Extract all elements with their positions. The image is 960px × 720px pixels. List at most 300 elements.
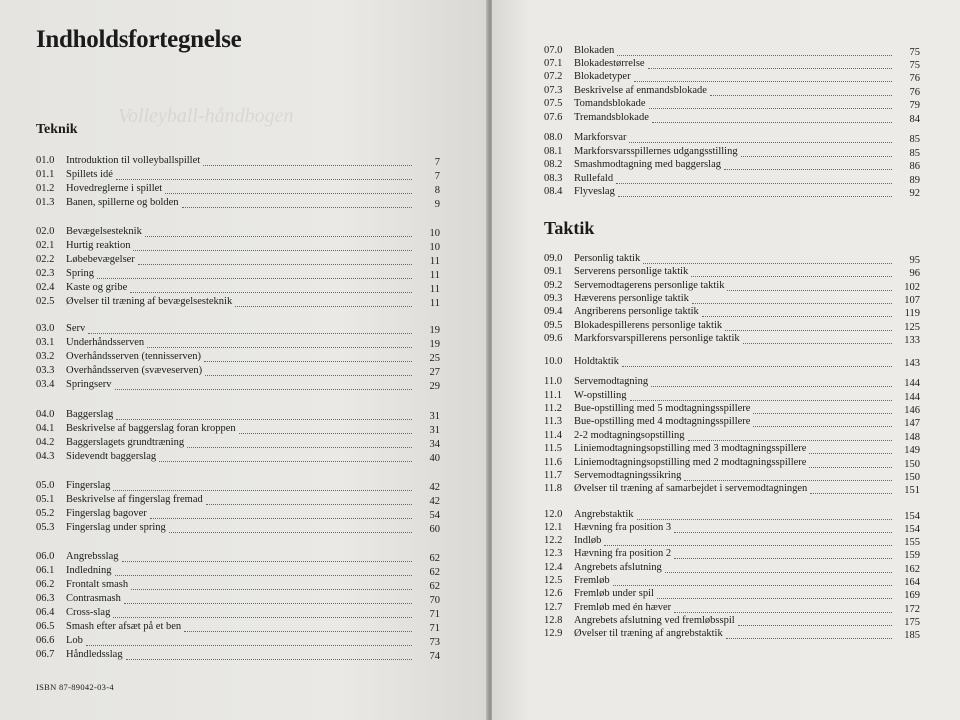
toc-entry [36,295,440,309]
toc-entry-number: 06.4 [36,607,55,618]
toc-entry-page-number: 74 [429,651,440,662]
toc-entry-page-number: 19 [429,339,440,350]
toc-entry-page-number: 125 [904,322,920,333]
toc-entry-title: Spillets idé [66,169,113,180]
toc-entry-number: 11.2 [544,403,562,414]
toc-entry [36,648,440,662]
toc-entry [544,561,920,575]
toc-entry-number: 12.7 [544,602,563,613]
toc-entry-number: 11.7 [544,470,562,481]
toc-entry-number: 11.0 [544,376,562,387]
dot-leader [145,226,412,237]
toc-entry-title: Liniemodtagningsopstilling med 2 modtagningsspillere [574,457,807,468]
toc-entry-number: 05.3 [36,522,55,533]
toc-entry-page-number: 159 [904,550,920,561]
toc-entry-number: 02.2 [36,254,55,265]
toc-entry-title: Øvelser til træning af angrebstaktik [574,628,723,639]
toc-entry-number: 02.3 [36,268,55,279]
toc-entry [544,292,920,306]
toc-entry-title: Fremløb med én hæver [574,602,672,613]
toc-entry-page-number: 147 [904,418,920,429]
dot-leader [113,480,412,491]
toc-entry-number: 09.3 [544,293,563,304]
toc-entry-page-number: 29 [429,381,440,392]
toc-entry-number: 06.2 [36,579,55,590]
toc-entry-title: Fingerslag under spring [66,522,166,533]
toc-entry [544,185,920,199]
toc-entry [36,521,440,535]
toc-entry [544,547,920,561]
dot-leader [116,169,412,180]
dot-leader [239,423,412,434]
toc-entry-number: 11.3 [544,416,562,427]
dot-leader [204,351,412,362]
toc-entry [544,627,920,641]
toc-entry-title: Beskrivelse af enmandsblokade [574,85,707,96]
toc-entry-page-number: 11 [429,270,440,281]
toc-entry [544,442,920,456]
dot-leader [618,186,892,197]
toc-entry-title: Løbebevægelser [66,254,135,265]
toc-entry-title: Bue-opstilling med 4 modtagningsspillere [574,416,751,427]
toc-entry-number: 07.3 [544,85,563,96]
toc-entry [544,389,920,403]
toc-entry [544,456,920,470]
toc-entry-page-number: 75 [909,60,920,71]
toc-entry [544,614,920,628]
toc-entry-number: 01.0 [36,155,55,166]
toc-entry-page-number: 71 [429,623,440,634]
toc-entry-page-number: 162 [904,564,920,575]
dot-leader [724,159,892,170]
toc-entry-page-number: 9 [434,199,440,210]
toc-entry-number: 08.4 [544,186,563,197]
toc-entry-number: 11.1 [544,390,562,401]
toc-entry-title: Servemodtagerens personlige taktik [574,280,725,291]
toc-entry [544,534,920,548]
dot-leader [629,132,892,143]
toc-entry-number: 11.6 [544,457,562,468]
toc-entry [36,592,440,606]
toc-entry [36,578,440,592]
toc-entry-title: Flyveslag [574,186,615,197]
toc-entry-number: 12.6 [544,588,563,599]
toc-entry [36,350,440,364]
isbn: ISBN 87-89042-03-4 [36,682,114,692]
dot-leader [674,548,892,559]
toc-entry-title: Kaste og gribe [66,282,128,293]
toc-entry-page-number: 10 [429,242,440,253]
toc-entry-title: Angrebsslag [66,551,119,562]
toc-entry [544,97,920,111]
toc-entry-page-number: 148 [904,432,920,443]
dot-leader [810,483,892,494]
toc-entry-title: Hævning fra position 2 [574,548,672,559]
toc-entry [544,319,920,333]
dot-leader [235,296,412,307]
toc-entry-number: 06.3 [36,593,55,604]
toc-entry [36,196,440,210]
toc-entry-page-number: 54 [429,510,440,521]
toc-entry-number: 07.0 [544,45,563,56]
dot-leader [169,522,412,533]
toc-entry-title: Holdtaktik [574,356,619,367]
toc-entry-page-number: 60 [429,524,440,535]
toc-entry-number: 04.3 [36,451,55,462]
dot-leader [634,71,892,82]
toc-entry-page-number: 34 [429,439,440,450]
toc-entry-title: W-opstilling [574,390,627,401]
toc-entry [544,70,920,84]
show-through-text: Volleyball-håndbogen [118,105,294,127]
toc-entry [544,482,920,496]
dot-leader [643,253,892,264]
dot-leader [116,409,412,420]
toc-entry-number: 10.0 [544,356,563,367]
toc-entry-page-number: 146 [904,405,920,416]
toc-entry-number: 03.4 [36,379,55,390]
toc-entry-page-number: 96 [909,268,920,279]
toc-entry-page-number: 84 [909,114,920,125]
toc-entry [36,239,440,253]
toc-entry-title: Øvelser til træning af bevægelsesteknik [66,296,233,307]
dot-leader [165,183,412,194]
toc-entry-number: 09.1 [544,266,563,277]
toc-entry-page-number: 89 [909,175,920,186]
toc-entry-page-number: 75 [909,47,920,58]
toc-entry-number: 11.8 [544,483,562,494]
toc-entry-number: 04.2 [36,437,55,448]
toc-entry-page-number: 19 [429,325,440,336]
dot-leader [126,649,412,660]
toc-entry-title: Cross-slag [66,607,111,618]
dot-leader [147,337,412,348]
dot-leader [692,293,892,304]
toc-entry-number: 11.5 [544,443,562,454]
toc-entry [544,252,920,266]
dot-leader [674,522,892,533]
toc-entry [544,265,920,279]
toc-entry-title: Serv [66,323,86,334]
toc-entry [36,550,440,564]
toc-entry-number: 12.0 [544,509,563,520]
dot-leader [710,85,892,96]
toc-entry-number: 11.4 [544,430,562,441]
toc-entry-title: Markforsvar [574,132,627,143]
page-title: Indholdsfortegnelse [36,26,242,53]
toc-entry-number: 06.5 [36,621,55,632]
dot-leader [604,535,892,546]
toc-entry-number: 08.2 [544,159,563,170]
dot-leader [124,593,412,604]
toc-entry-page-number: 7 [434,157,440,168]
toc-entry-number: 07.6 [544,112,563,123]
toc-entry-number: 01.1 [36,169,55,180]
toc-entry-title: Tomandsblokade [574,98,646,109]
toc-entry-title: Blokadetyper [574,71,631,82]
toc-entry-title: Markforsvarsspillernes udgangsstilling [574,146,738,157]
dot-leader [88,323,412,334]
toc-entry-page-number: 151 [904,485,920,496]
toc-entry-number: 06.7 [36,649,55,660]
toc-entry [36,364,440,378]
section-heading-taktik: Taktik [544,218,595,238]
toc-entry-number: 12.2 [544,535,563,546]
toc-entry-title: Fremløb under spil [574,588,654,599]
dot-leader [150,508,412,519]
toc-entry-number: 02.0 [36,226,55,237]
toc-entry-page-number: 40 [429,453,440,464]
toc-entry [544,429,920,443]
dot-leader [691,266,892,277]
toc-entry-page-number: 133 [904,335,920,346]
dot-leader [184,621,412,632]
toc-entry-title: Introduktion til volleyballspillet [66,155,201,166]
toc-entry-number: 12.3 [544,548,563,559]
dot-leader [753,403,892,414]
dot-leader [97,268,412,279]
toc-entry [36,450,440,464]
toc-entry-page-number: 10 [429,228,440,239]
dot-leader [133,240,412,251]
toc-entry-page-number: 149 [904,445,920,456]
toc-entry-number: 07.1 [544,58,563,69]
toc-entry-page-number: 107 [904,295,920,306]
dot-leader [738,615,892,626]
toc-entry-title: Servemodtagning [574,376,649,387]
toc-entry-number: 05.2 [36,508,55,519]
toc-entry [544,57,920,71]
dot-leader [637,509,893,520]
toc-entry-number: 09.2 [544,280,563,291]
toc-entry-page-number: 154 [904,524,920,535]
toc-entry-page-number: 150 [904,459,920,470]
toc-entry [36,168,440,182]
toc-entry-title: Indløb [574,535,602,546]
dot-leader [741,146,892,157]
toc-entry [544,279,920,293]
toc-entry-number: 03.1 [36,337,55,348]
toc-entry-title: Bue-opstilling med 5 modtagningsspillere [574,403,751,414]
toc-entry [544,145,920,159]
toc-entry-page-number: 62 [429,581,440,592]
toc-entry-number: 04.1 [36,423,55,434]
toc-entry-number: 07.2 [544,71,563,82]
toc-entry-number: 09.4 [544,306,563,317]
toc-entry [544,332,920,346]
toc-entry-page-number: 62 [429,553,440,564]
toc-entry-page-number: 119 [904,308,920,319]
toc-entry-title: Håndledsslag [66,649,123,660]
toc-entry [36,154,440,168]
toc-entry-page-number: 102 [904,282,920,293]
toc-entry [36,322,440,336]
dot-leader [115,565,413,576]
toc-entry-number: 08.0 [544,132,563,143]
dot-leader [702,306,892,317]
toc-entry-page-number: 25 [429,353,440,364]
toc-entry [36,225,440,239]
toc-entry-page-number: 31 [429,411,440,422]
toc-entry [544,131,920,145]
dot-leader [674,602,892,613]
toc-entry-page-number: 27 [429,367,440,378]
toc-entry-title: Blokadestørrelse [574,58,645,69]
toc-entry [544,375,920,389]
toc-entry-page-number: 164 [904,577,920,588]
dot-leader [743,333,892,344]
toc-entry-title: Frontalt smash [66,579,129,590]
dot-leader [616,173,892,184]
toc-entry [544,587,920,601]
toc-entry-page-number: 95 [909,255,920,266]
dot-leader [205,365,412,376]
toc-entry-number: 07.5 [544,98,563,109]
toc-entry-number: 05.0 [36,480,55,491]
dot-leader [809,443,892,454]
toc-entry-title: Liniemodtagningsopstilling med 3 modtagningsspillere [574,443,807,454]
dot-leader [665,562,892,573]
toc-entry [544,305,920,319]
toc-entry-title: Hæverens personlige taktik [574,293,689,304]
toc-entry-number: 02.1 [36,240,55,251]
dot-leader [688,430,892,441]
toc-entry-page-number: 172 [904,604,920,615]
toc-entry-page-number: 185 [904,630,920,641]
dot-leader [726,628,892,639]
toc-entry-title: Servemodtagningssikring [574,470,682,481]
toc-entry [544,355,920,369]
toc-entry-page-number: 11 [429,256,440,267]
toc-entry-title: Beskrivelse af fingerslag fremad [66,494,203,505]
dot-leader [725,320,892,331]
toc-entry [544,521,920,535]
toc-entry-number: 01.2 [36,183,55,194]
dot-leader [657,588,892,599]
toc-entry [544,508,920,522]
toc-entry-page-number: 92 [909,188,920,199]
toc-entry-page-number: 11 [429,298,440,309]
toc-entry-title: Øvelser til træning af samarbejdet i servemodtagningen [574,483,808,494]
toc-entry [544,84,920,98]
dot-leader [122,551,413,562]
toc-entry-page-number: 86 [909,161,920,172]
toc-entry [544,158,920,172]
toc-entry-number: 01.3 [36,197,55,208]
toc-entry-number: 03.0 [36,323,55,334]
dot-leader [206,494,412,505]
toc-entry [36,620,440,634]
toc-entry-title: Hurtig reaktion [66,240,131,251]
toc-entry-number: 06.0 [36,551,55,562]
toc-entry-page-number: 70 [429,595,440,606]
toc-entry-page-number: 11 [429,284,440,295]
toc-entry [544,172,920,186]
dot-leader [727,280,892,291]
toc-entry-page-number: 155 [904,537,920,548]
dot-leader [617,45,892,56]
toc-entry-title: Indledning [66,565,112,576]
toc-entry [36,408,440,422]
toc-entry-page-number: 169 [904,590,920,601]
dot-leader [684,470,892,481]
toc-entry [36,253,440,267]
toc-entry-title: Rullefald [574,173,614,184]
dot-leader [648,58,892,69]
toc-entry [36,436,440,450]
toc-entry-page-number: 76 [909,73,920,84]
dot-leader [613,575,892,586]
toc-entry-page-number: 144 [904,378,920,389]
toc-entry-number: 09.0 [544,253,563,264]
toc-entry-number: 09.5 [544,320,563,331]
toc-entry-title: Serverens personlige taktik [574,266,689,277]
toc-entry-page-number: 154 [904,511,920,522]
toc-entry-title: Smash efter afsæt på et ben [66,621,182,632]
toc-entry-title: Springserv [66,379,112,390]
toc-entry-title: Hovedreglerne i spillet [66,183,163,194]
section-heading-teknik: Teknik [36,122,78,137]
dot-leader [130,282,412,293]
toc-entry-title: Banen, spillerne og bolden [66,197,179,208]
toc-entry-title: 2-2 modtagningsopstilling [574,430,685,441]
toc-entry [36,267,440,281]
toc-entry-title: Blokaden [574,45,615,56]
toc-entry-title: Tremandsblokade [574,112,649,123]
toc-entry-page-number: 175 [904,617,920,628]
toc-entry [36,493,440,507]
toc-entry-title: Angrebets afslutning [574,562,662,573]
toc-entry-number: 02.5 [36,296,55,307]
toc-entry-page-number: 62 [429,567,440,578]
toc-entry-title: Beskrivelse af baggerslag foran kroppen [66,423,236,434]
toc-entry-title: Angrebets afslutning ved fremløbsspil [574,615,735,626]
toc-entry [544,469,920,483]
dot-leader [86,635,412,646]
toc-entry [544,574,920,588]
toc-entry-number: 08.3 [544,173,563,184]
toc-entry [36,422,440,436]
toc-entry-number: 12.4 [544,562,563,573]
toc-entry [544,601,920,615]
toc-entry-number: 05.1 [36,494,55,505]
dot-leader [138,254,412,265]
toc-entry-title: Fingerslag bagover [66,508,147,519]
dot-leader [182,197,412,208]
toc-entry-page-number: 85 [909,148,920,159]
toc-entry-title: Lob [66,635,83,646]
toc-entry-page-number: 79 [909,100,920,111]
toc-entry-title: Baggerslag [66,409,114,420]
toc-entry-title: Fingerslag [66,480,111,491]
dot-leader [809,457,892,468]
toc-entry [36,564,440,578]
toc-entry [36,336,440,350]
toc-entry-page-number: 85 [909,134,920,145]
toc-entry-page-number: 42 [429,482,440,493]
toc-entry [36,479,440,493]
toc-entry-title: Spring [66,268,95,279]
toc-entry-title: Markforsvarspillerens personlige taktik [574,333,740,344]
toc-entry [544,111,920,125]
toc-entry [36,507,440,521]
dot-leader [649,98,892,109]
dot-leader [115,379,413,390]
toc-entry-title: Angrebstaktik [574,509,634,520]
toc-entry-page-number: 150 [904,472,920,483]
toc-entry-page-number: 8 [434,185,440,196]
dot-leader [187,437,412,448]
